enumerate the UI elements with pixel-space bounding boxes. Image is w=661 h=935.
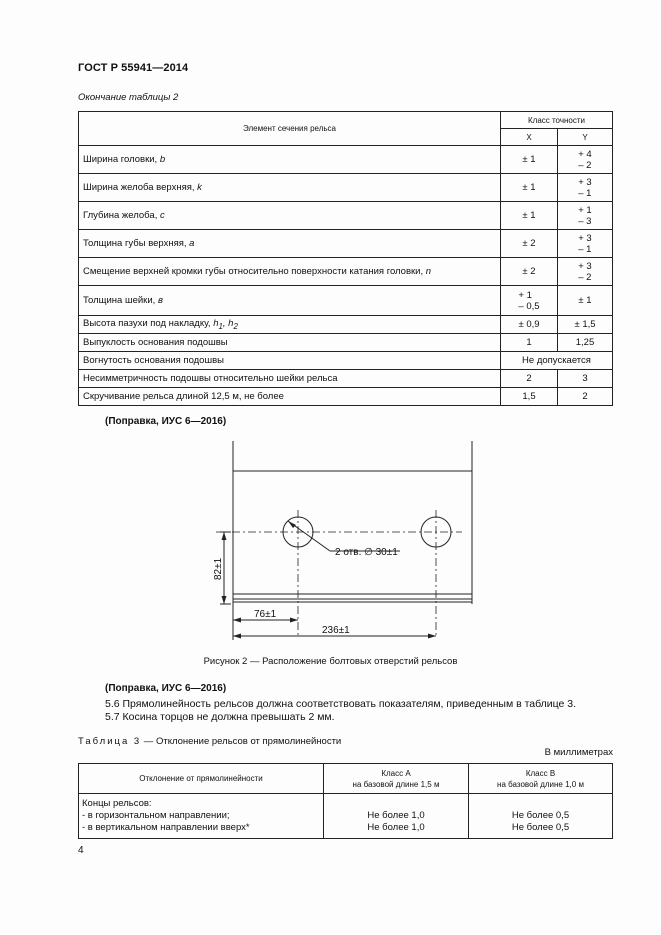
t3-class-b-base: на базовой длине 1,0 м <box>497 779 584 789</box>
t3-value: Не более 0,5 <box>511 822 570 833</box>
row-variable: n <box>425 266 432 277</box>
tolerance-value: + 1 <box>518 289 532 301</box>
tolerance-value: ± 2 <box>522 266 536 277</box>
tolerance-value: 2 <box>526 373 532 384</box>
row-element-name: Смещение верхней кромки губы относительно поверхности катания головки, n <box>79 258 501 286</box>
table-3 <box>78 763 613 839</box>
tolerance-value: ± 1 <box>522 210 536 221</box>
t3-row-label <box>79 794 324 839</box>
t3-col-deviation: Отклонение от прямолинейности <box>79 764 324 794</box>
dim-236-label: 236±1 <box>322 625 350 636</box>
tolerance-value: + 4 <box>578 148 592 160</box>
row-variable: k <box>197 182 202 193</box>
amendment-note-2: (Поправка, ИУС 6—2016) <box>105 683 227 694</box>
document-header: ГОСТ Р 55941—2014 <box>78 62 189 74</box>
t3-col-class-a <box>324 764 469 794</box>
row-element-name: Глубина желоба, c <box>79 202 501 230</box>
t3-value: Не более 1,0 <box>367 810 425 821</box>
t3-class-b-values <box>469 794 613 839</box>
amendment-note-1: (Поправка, ИУС 6—2016) <box>105 416 227 427</box>
tolerance-value: ± 1 <box>522 154 536 165</box>
tolerance-value: + 3 <box>578 260 592 272</box>
tolerance-value: – 1 <box>578 187 592 199</box>
t3-line: - в горизонтальном направлении; <box>82 810 230 821</box>
t3-class-b-title: Класс В <box>525 768 556 778</box>
row-element-name: Высота пазухи под накладку, $h_1$, $h_2$ <box>79 316 501 334</box>
paragraph-5-6: 5.6 Прямолинейность рельсов должна соответствовать показателям, приведенным в таблице 3. <box>105 698 577 710</box>
tolerance-value: ± 0,9 <box>518 319 540 330</box>
dim-76-label: 76±1 <box>254 609 277 620</box>
row-variable: a <box>189 238 195 249</box>
page-number: 4 <box>78 845 84 856</box>
col-class-header: Класс точности <box>501 112 613 129</box>
tolerance-value: + 3 <box>578 176 592 188</box>
col-y-header: Y <box>558 129 613 146</box>
table2-caption: Окончание таблицы 2 <box>78 92 179 103</box>
tolerance-value: – 0,5 <box>518 300 540 312</box>
tolerance-value: + 1 <box>578 204 592 216</box>
tolerance-value: 3 <box>582 373 588 384</box>
table3-caption-title: — Отклонение рельсов от прямолинейности <box>141 736 342 747</box>
tolerance-value: – 3 <box>578 215 592 227</box>
table3-caption <box>78 736 341 747</box>
row-variable: b <box>159 154 166 165</box>
row-element-name: Скручивание рельса длиной 12,5 м, не более <box>79 388 501 406</box>
dim-height-label: 82±1 <box>213 557 224 580</box>
col-element-header: Элемент сечения рельса <box>79 112 501 146</box>
tolerance-value: + 3 <box>578 232 592 244</box>
row-element-name: Несимметричность подошвы относительно шейки рельса <box>79 370 501 388</box>
t3-value: Не более 0,5 <box>511 810 570 821</box>
hole-label: 2 отв. ∅ 30±1 <box>335 547 398 558</box>
table3-caption-label: Таблица 3 <box>78 736 142 747</box>
t3-value: Не более 1,0 <box>367 822 425 833</box>
col-x-header: X <box>501 129 558 146</box>
tolerance-value: ± 1,5 <box>574 319 596 330</box>
tolerance-value: 1 <box>526 337 532 348</box>
paragraph-5-7: 5.7 Косина торцов не должна превышать 2 мм. <box>105 711 335 723</box>
tolerance-value: 2 <box>582 391 588 402</box>
tolerance-value: – 2 <box>578 271 592 283</box>
row-variable: $h_1$, $h_2$ <box>213 318 238 331</box>
row-element-name: Ширина головки, b <box>79 146 501 174</box>
tolerance-value: ± 1 <box>522 182 536 193</box>
tolerance-value: – 1 <box>578 243 592 255</box>
t3-line: Концы рельсов: <box>82 798 152 809</box>
tolerance-value: ± 1 <box>578 295 592 306</box>
row-element-name: Выпуклость основания подошвы <box>79 334 501 352</box>
row-variable: в <box>157 295 163 306</box>
row-value-merged: Не допускается <box>501 352 613 370</box>
t3-line: - в вертикальном направлении вверх* <box>82 822 250 833</box>
t3-class-a-base: на базовой длине 1,5 м <box>352 779 440 789</box>
tolerance-value: ± 2 <box>522 238 536 249</box>
tolerance-value: – 2 <box>578 159 592 171</box>
row-variable: c <box>159 210 165 221</box>
t3-class-a-values <box>324 794 469 839</box>
row-element-name: Толщина шейки, в <box>79 286 501 316</box>
t3-col-class-b <box>469 764 613 794</box>
row-element-name: Вогнутость основания подошвы <box>79 352 501 370</box>
row-element-name: Толщина губы верхняя, a <box>79 230 501 258</box>
tolerance-value: 1,25 <box>575 337 595 348</box>
table3-unit: В миллиметрах <box>544 747 613 758</box>
tolerance-value: 1,5 <box>522 391 536 402</box>
figure-caption: Рисунок 2 — Расположение болтовых отверстий рельсов <box>203 656 458 667</box>
row-element-name: Ширина желоба верхняя, k <box>79 174 501 202</box>
t3-class-a-title: Класс А <box>381 768 411 778</box>
